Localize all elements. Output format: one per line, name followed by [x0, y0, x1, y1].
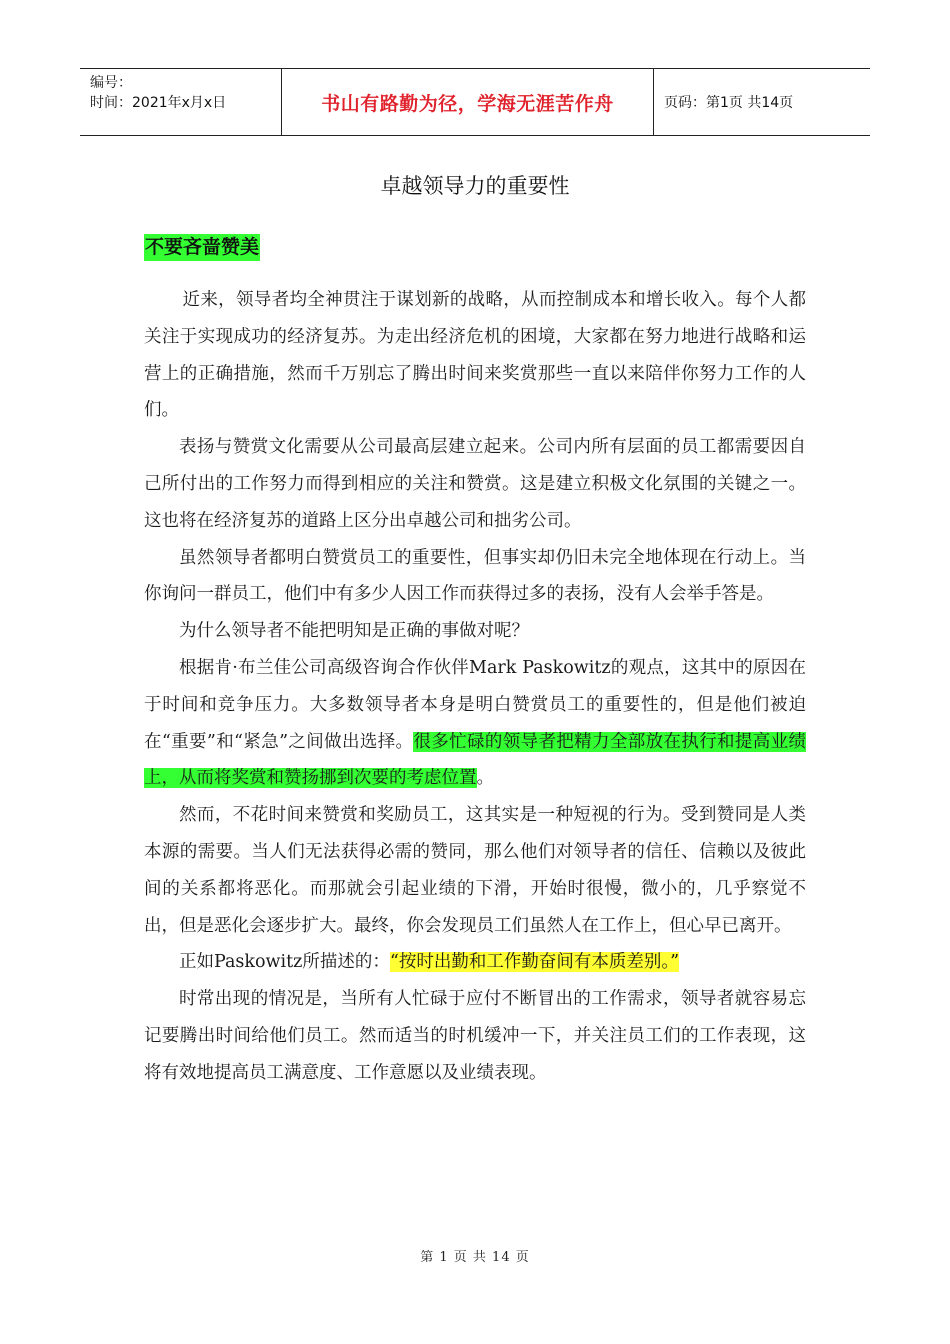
paragraph-3: 虽然领导者都明白赞赏员工的重要性，但事实却仍旧未完全地体现在行动上。当你询问一群员工，他们中有多少人因工作而获得过多的表扬，没有人会举手答是。 — [144, 547, 806, 605]
paragraph-6: 然而，不花时间来赞赏和奖励员工，这其实是一种短视的行为。受到赞同是人类本源的需要。当人们无法获得必需的赞同，那么他们对领导者的信任、信赖以及彼此间的关系都将恶化。而那就会引起业绩的下滑，开始时很慢，微小的，几乎察觉不出，但是恶化会逐步扩大。最终，你会发现员工们虽然人在工作上，但心早已离开。 — [144, 805, 806, 936]
date-label: 时间：2021年x月x日 — [90, 95, 227, 111]
page-label: 页码：第1页 共14页 — [664, 95, 794, 111]
paragraph-5-text: 根据肯·布兰佳公司高级咨询合作伙伴Mark Paskowitz的观点，这其中的原因在于时间和竞争压力。大多数领导者本身是明白赞赏员工的重要性的，但是他们被迫在“重要”和“紧急”之间做出选择。 — [144, 657, 806, 752]
header-info-cell — [80, 69, 282, 135]
section-heading: 不要吝啬赞美 — [144, 234, 260, 261]
page-number-cell — [654, 69, 870, 135]
document-title: 卓越领导力的重要性 — [380, 174, 570, 198]
motto-cell — [282, 69, 654, 135]
page-footer: 第 1 页 共 14 页 — [420, 1250, 530, 1265]
paragraph-7-text: 正如Paskowitz所描述的： — [179, 952, 390, 973]
number-label: 编号： — [90, 75, 132, 91]
paragraph-5-highlight: 很多忙碌的领导者把精力全部放在执行和提高业绩上，从而将奖赏和赞扬挪到次要的考虑位置 — [144, 731, 806, 789]
paragraph-2: 表扬与赞赏文化需要从公司最高层建立起来。公司内所有层面的员工都需要因自己所付出的工作努力而得到相应的关注和赞赏。这是建立积极文化氛围的关键之一。这也将在经济复苏的道路上区分出卓越公司和拙劣公司。 — [144, 437, 806, 531]
paragraph-5-end: 。 — [476, 768, 494, 789]
paragraph-4: 为什么领导者不能把明知是正确的事做对呢？ — [179, 621, 529, 642]
paragraph-5 — [144, 650, 806, 797]
body-text — [144, 282, 806, 1092]
header-table — [80, 68, 870, 136]
paragraph-7 — [144, 944, 806, 981]
paragraph-1: 近来，领导者均全神贯注于谋划新的战略，从而控制成本和增长收入。每个人都关注于实现成功的经济复苏。为走出经济危机的困境，大家都在努力地进行战略和运营上的正确措施，然而千万别忘了腾出时间来奖赏那些一直以来陪伴你努力工作的人们。 — [144, 290, 806, 421]
quote-highlight: “按时出勤和工作勤奋间有本质差别。” — [389, 952, 680, 973]
paragraph-8: 时常出现的情况是，当所有人忙碌于应付不断冒出的工作需求，领导者就容易忘记要腾出时间给他们员工。然而适当的时机缓冲一下，并关注员工们的工作表现，这将有效地提高员工满意度、工作意愿以及业绩表现。 — [144, 989, 806, 1083]
motto-text: 书山有路勤为径，学海无涯苦作舟 — [321, 92, 614, 115]
